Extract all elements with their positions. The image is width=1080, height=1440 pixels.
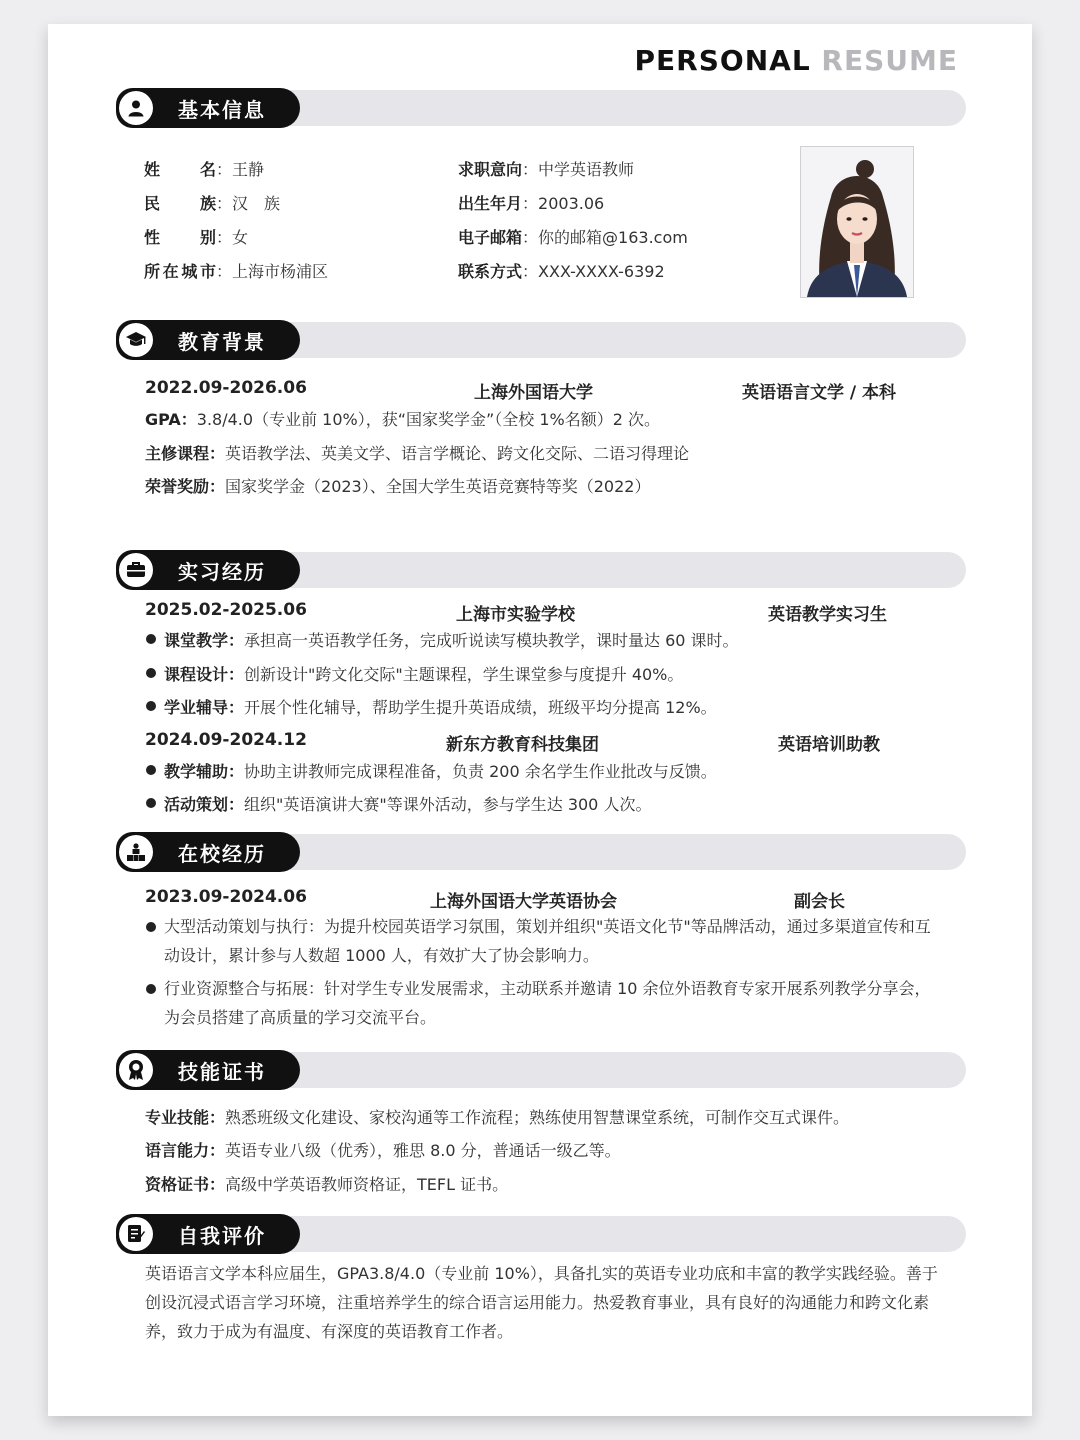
job1-date: 2025.02-2025.06 (145, 600, 307, 620)
person-icon (119, 91, 153, 125)
bullet-dot (146, 668, 156, 678)
gender-row (144, 225, 248, 248)
edu-major: 英语语言文学 / 本科 (742, 383, 897, 403)
section-title-campus: 在校经历 (178, 842, 266, 866)
sep: ： (522, 262, 539, 281)
edu-school: 上海外国语大学 (474, 383, 593, 403)
profile-photo (800, 146, 914, 298)
document-edit-icon (119, 1217, 153, 1251)
campus-date: 2023.09-2024.06 (145, 887, 307, 907)
job2-role: 英语培训助教 (778, 735, 880, 755)
city-value: 上海市杨浦区 (232, 262, 329, 281)
self-line: 英语语言文学本科应届生，GPA3.8/4.0（专业前 10%），具备扎实的英语专业功底和丰富的教学实践经验。善于 (145, 1264, 938, 1283)
section-header-self (116, 1214, 966, 1254)
award-icon (119, 1053, 153, 1087)
name-row (144, 157, 264, 180)
item-label: 教学辅助： (164, 762, 245, 781)
job-value: 中学英语教师 (538, 160, 635, 179)
city-row (144, 259, 328, 282)
job1-item (164, 628, 739, 651)
skill-pro (145, 1105, 849, 1128)
title-part1: PERSONAL (634, 44, 811, 77)
skill-cert (145, 1172, 508, 1195)
honors-label: 荣誉奖励： (145, 477, 226, 496)
bullet-dot (146, 634, 156, 644)
sep: ： (522, 228, 539, 247)
job1-item (164, 662, 683, 685)
section-title-internship: 实习经历 (178, 560, 266, 584)
self-evaluation (145, 1259, 965, 1346)
birth-label: 出生年月 (458, 194, 523, 213)
self-line: 创设沉浸式语言学习环境，注重培养学生的综合语言运用能力。热爱教育事业，具有良好的沟通能力和跨文化素 (145, 1293, 930, 1312)
self-line: 养，致力于成为有温度、有深度的英语教育工作者。 (145, 1322, 514, 1341)
skill-label: 专业技能： (145, 1108, 226, 1127)
section-header-skills (116, 1050, 966, 1090)
section-title-education: 教育背景 (178, 330, 266, 354)
email-row (458, 225, 688, 248)
job2-date: 2024.09-2024.12 (145, 730, 307, 750)
item-label: 课堂教学： (164, 631, 245, 650)
item-label: 学业辅导： (164, 698, 245, 717)
job-row (458, 157, 634, 180)
gpa-value: 3.8/4.0（专业前 10%），获“国家奖学金”（全校 1%名额）2 次。 (196, 410, 661, 429)
ethnic-label: 民 族 (144, 194, 216, 213)
gender-label: 性 别 (144, 228, 216, 247)
item-text: 组织"英语演讲大赛"等课外活动，参与学生达 300 人次。 (244, 795, 652, 814)
item-text: 开展个性化辅导，帮助学生提升英语成绩，班级平均分提高 12%。 (244, 698, 717, 717)
sep: ： (216, 228, 233, 247)
briefcase-icon (119, 553, 153, 587)
job2-item (164, 759, 717, 782)
ethnic-row (144, 191, 280, 214)
skill-text: 高级中学英语教师资格证，TEFL 证书。 (225, 1175, 509, 1194)
section-header-internship (116, 550, 966, 590)
sep: ： (522, 160, 539, 179)
skill-label: 资格证书： (145, 1175, 226, 1194)
graduation-cap-icon (119, 323, 153, 357)
name-value: 王静 (232, 160, 265, 179)
item-text: 创新设计"跨文化交际"主题课程，学生课堂参与度提升 40%。 (244, 665, 684, 684)
section-header-basic (116, 88, 966, 128)
resume-title (635, 44, 958, 77)
bullet-dot (146, 701, 156, 711)
section-title-self: 自我评价 (178, 1224, 266, 1248)
campus-item-line: 动设计，累计参与人数超 1000 人，有效扩大了协会影响力。 (164, 946, 599, 965)
campus-org: 上海外国语大学英语协会 (430, 892, 617, 912)
courses-value: 英语教学法、英美文学、语言学概论、跨文化交际、二语习得理论 (225, 444, 690, 463)
title-part2: RESUME (821, 44, 958, 77)
bullet-dot (146, 984, 156, 994)
section-header-campus (116, 832, 966, 872)
item-label: 课程设计： (164, 665, 245, 684)
edu-honors (145, 474, 650, 497)
sep: ： (522, 194, 539, 213)
sep: ： (216, 160, 233, 179)
sep: ： (216, 262, 233, 281)
campus-item-line: 为会员搭建了高质量的学习交流平台。 (164, 1008, 437, 1027)
edu-gpa (145, 407, 660, 430)
job2-org: 新东方教育科技集团 (446, 735, 599, 755)
skill-text: 熟悉班级文化建设、家校沟通等工作流程；熟练使用智慧课堂系统，可制作交互式课件。 (225, 1108, 850, 1127)
email-label: 电子邮箱 (458, 228, 523, 247)
job2-item (164, 792, 651, 815)
job-label: 求职意向 (458, 160, 523, 179)
gpa-label: GPA： (145, 410, 197, 429)
job1-item (164, 695, 717, 718)
courses-label: 主修课程： (145, 444, 226, 463)
campus-item-line: 行业资源整合与拓展：针对学生专业发展需求，主动联系并邀请 10 余位外语教育专家开展系列教学分享会， (164, 979, 931, 998)
birth-value: 2003.06 (538, 194, 605, 213)
job1-org: 上海市实验学校 (456, 605, 575, 625)
section-title-basic: 基本信息 (178, 98, 266, 122)
skill-label: 语言能力： (145, 1141, 226, 1160)
gender-value: 女 (232, 228, 249, 247)
edu-date: 2022.09-2026.06 (145, 378, 307, 398)
bullet-dot (146, 922, 156, 932)
phone-row (458, 259, 665, 282)
skill-text: 英语专业八级（优秀），雅思 8.0 分，普通话一级乙等。 (225, 1141, 621, 1160)
sep: ： (216, 194, 233, 213)
birth-row (458, 191, 604, 214)
skill-lang (145, 1138, 621, 1161)
section-title-skills: 技能证书 (178, 1060, 266, 1084)
city-label: 所在城市 (144, 262, 216, 281)
edu-courses (145, 441, 689, 464)
phone-value: XXX-XXXX-6392 (538, 262, 665, 281)
bullet-dot (146, 798, 156, 808)
section-header-education (116, 320, 966, 360)
campus-item-line: 大型活动策划与执行：为提升校园英语学习氛围，策划并组织"英语文化节"等品牌活动，通过多渠道宣传和互 (164, 917, 931, 936)
honors-value: 国家奖学金（2023）、全国大学生英语竞赛特等奖（2022） (225, 477, 651, 496)
resume-page (48, 24, 1032, 1416)
bullet-dot (146, 765, 156, 775)
phone-label: 联系方式 (458, 262, 523, 281)
ethnic-value: 汉 族 (232, 194, 281, 213)
job1-role: 英语教学实习生 (768, 605, 887, 625)
name-label: 姓 名 (144, 160, 216, 179)
campus-item (164, 912, 964, 970)
campus-role: 副会长 (794, 892, 845, 912)
campus-item (164, 974, 964, 1032)
item-text: 承担高一英语教学任务，完成听说读写模块教学，课时量达 60 课时。 (244, 631, 739, 650)
item-text: 协助主讲教师完成课程准备，负责 200 余名学生作业批改与反馈。 (244, 762, 717, 781)
organization-icon (119, 835, 153, 869)
item-label: 活动策划： (164, 795, 245, 814)
email-value[interactable]: 你的邮箱@163.com (538, 228, 688, 247)
